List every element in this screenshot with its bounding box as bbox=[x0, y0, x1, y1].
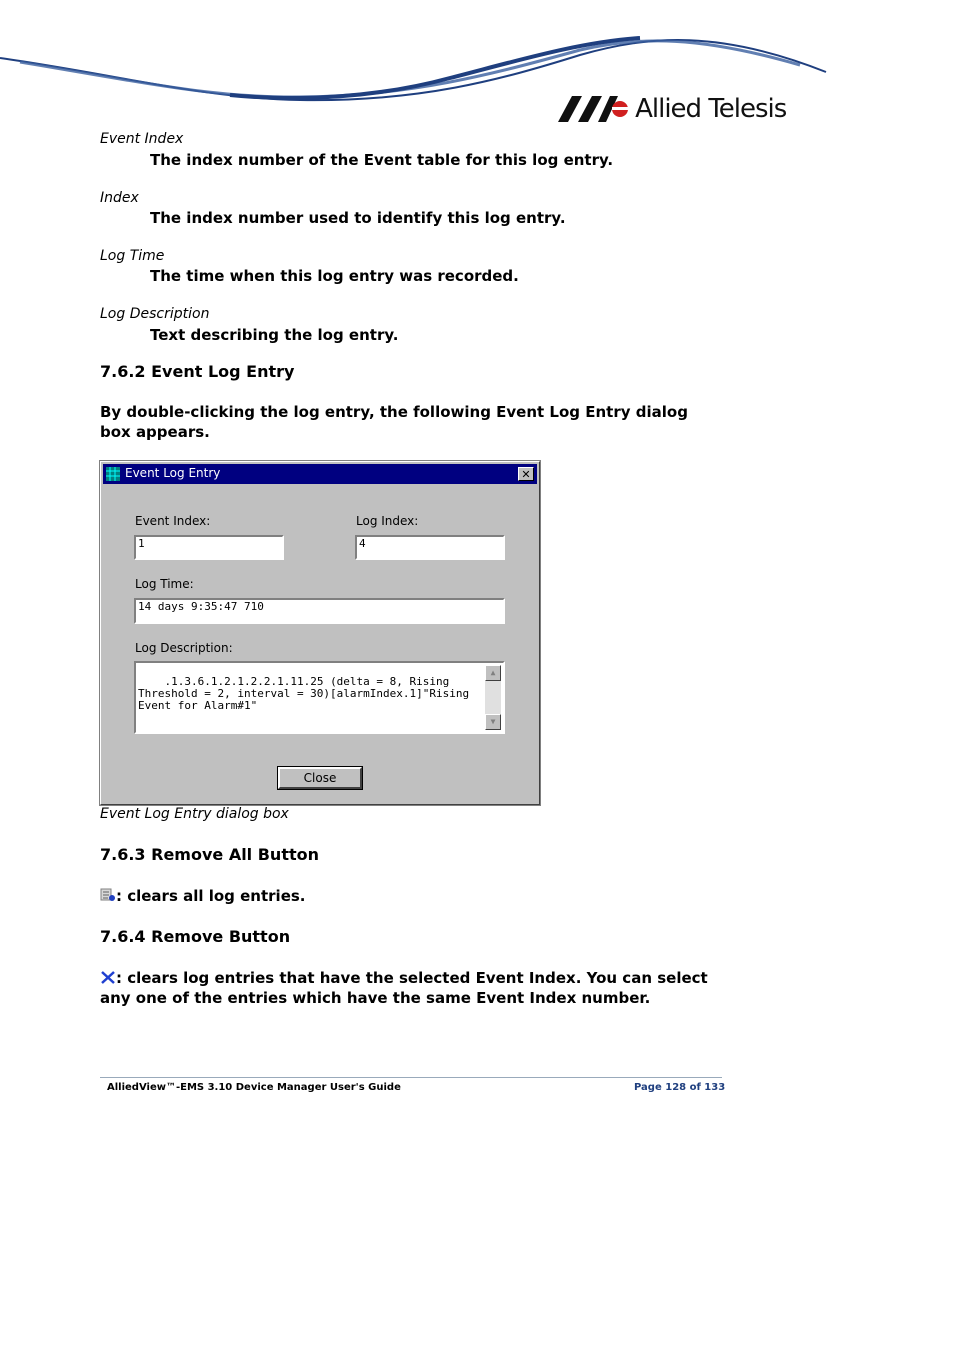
log-description-label: Log Description: bbox=[135, 641, 233, 655]
vertical-scrollbar[interactable] bbox=[485, 665, 501, 730]
footer-title: AlliedView™-EMS 3.10 Device Manager User's Guide bbox=[107, 1082, 401, 1093]
section-heading-remove-all: 7.6.3 Remove All Button bbox=[100, 845, 319, 864]
header-swoosh bbox=[0, 0, 954, 130]
log-index-label: Log Index: bbox=[356, 514, 419, 528]
dialog-titlebar[interactable] bbox=[103, 464, 537, 484]
section-heading-event-log-entry: 7.6.2 Event Log Entry bbox=[100, 362, 295, 381]
definition-description: The index number of the Event table for this log entry. bbox=[150, 151, 614, 169]
logo-text: Allied Telesis bbox=[635, 94, 787, 124]
remove-all-text: : clears all log entries. bbox=[116, 887, 306, 905]
company-logo bbox=[558, 94, 786, 124]
logo-mark-icon bbox=[558, 96, 630, 122]
definition-term: Index bbox=[100, 190, 139, 206]
remove-x-icon bbox=[100, 970, 116, 985]
definition-term: Event Index bbox=[100, 131, 184, 147]
log-time-field[interactable]: 14 days 9:35:47 710 bbox=[134, 598, 505, 624]
section-paragraph: By double-clicking the log entry, the following Event Log Entry dialog box appears. bbox=[100, 403, 688, 441]
scroll-down-icon[interactable]: ▼ bbox=[485, 714, 501, 730]
scroll-up-icon[interactable]: ▲ bbox=[485, 665, 501, 681]
close-button[interactable]: Close bbox=[278, 767, 362, 789]
remove-all-icon bbox=[100, 887, 116, 903]
remove-all-description bbox=[100, 886, 720, 906]
log-description-text: .1.3.6.1.2.1.2.2.1.11.25 (delta = 8, Rising Threshold = 2, interval = 30)[alarmIndex.1]"Rising Event for Alarm#1" bbox=[138, 675, 476, 712]
remove-description bbox=[100, 968, 722, 1008]
log-description-textarea[interactable] bbox=[134, 661, 505, 734]
dialog-title: Event Log Entry bbox=[125, 466, 221, 480]
close-icon[interactable]: ✕ bbox=[518, 467, 534, 481]
log-time-label: Log Time: bbox=[135, 577, 194, 591]
definition-description: Text describing the log entry. bbox=[150, 326, 399, 344]
definition-description: The time when this log entry was recorded. bbox=[150, 267, 519, 285]
footer-divider bbox=[100, 1077, 722, 1078]
figure-caption: Event Log Entry dialog box bbox=[100, 806, 289, 822]
event-index-label: Event Index: bbox=[135, 514, 211, 528]
log-index-field[interactable]: 4 bbox=[355, 535, 505, 560]
app-icon bbox=[106, 467, 120, 481]
definition-term: Log Description bbox=[100, 306, 210, 322]
remove-text: : clears log entries that have the selected Event Index. You can select any one of the entries which have the same Event Index number. bbox=[100, 969, 708, 1007]
section-heading-remove: 7.6.4 Remove Button bbox=[100, 927, 291, 946]
page-number: Page 128 of 133 bbox=[634, 1082, 726, 1093]
event-log-entry-dialog bbox=[100, 461, 540, 805]
definition-description: The index number used to identify this log entry. bbox=[150, 209, 566, 227]
definition-term: Log Time bbox=[100, 248, 165, 264]
event-index-field[interactable]: 1 bbox=[134, 535, 284, 560]
